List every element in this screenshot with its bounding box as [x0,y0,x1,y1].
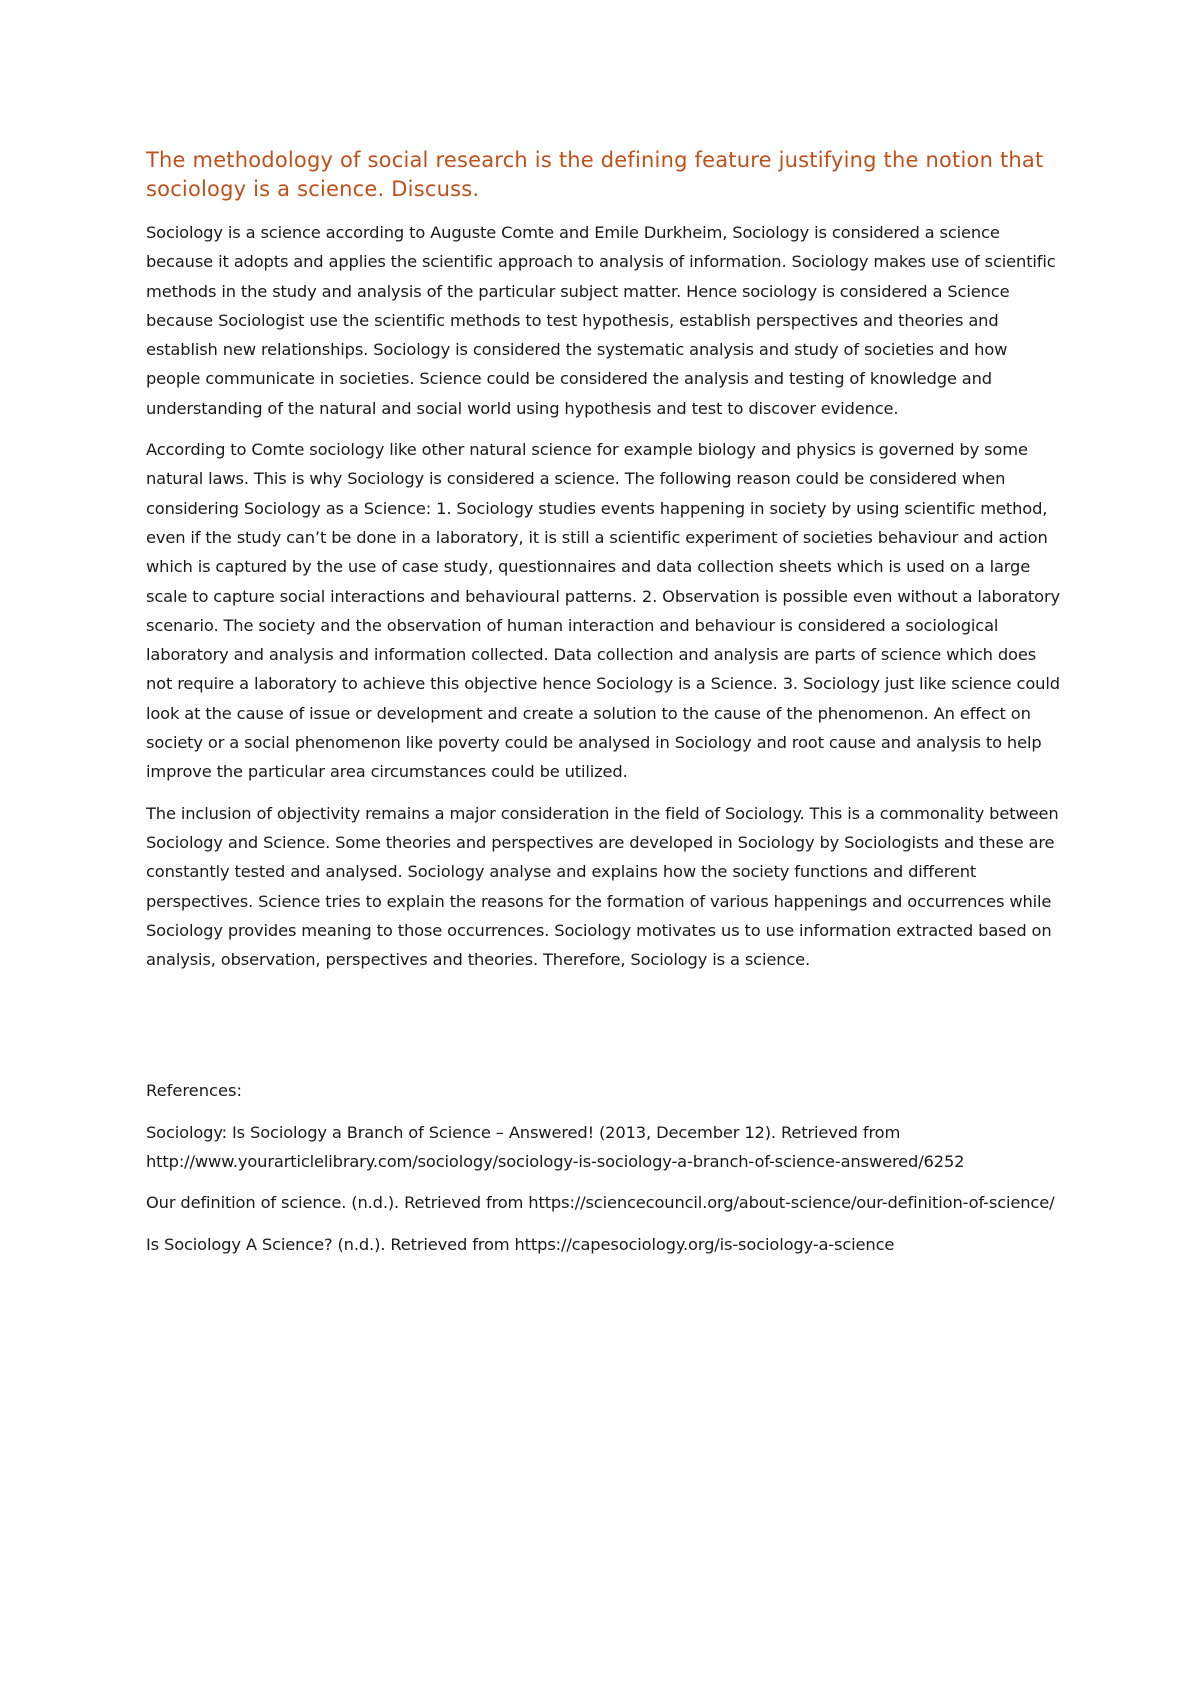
references-heading: References: [146,1081,242,1101]
section-spacer [146,986,1066,1076]
document-body [146,146,1066,1271]
body-paragraph-2: According to Comte sociology like other natural science for example biology and physics is governed by some natural laws. This is why Sociology is considered a science. The following reason could be considered when considering Sociology as a Science: 1. Sociology studies events happening in society by using scientific method, even if the study can’t be done in a laboratory, it is still a scientific experiment of societies behaviour and action which is captured by the use of case study, questionnaires and data collection sheets which is used on a large scale to capture social interactions and behavioural patterns. 2. Observation is possible even without a laboratory scenario. The society and the observation of human interaction and behaviour is considered a sociological laboratory and analysis and information collected. Data collection and analysis are parts of science which does not require a laboratory to achieve this objective hence Sociology is a Science. 3. Sociology just like science could look at the cause of issue or development and create a solution to the cause of the phenomenon. An effect on society or a social phenomenon like poverty could be analysed in Sociology and root cause and analysis to help improve the particular area circumstances could be utilized. [146,440,1060,782]
reference-3: Is Sociology A Science? (n.d.). Retrieved from https://capesociology.org/is-sociology-a-science [146,1234,895,1254]
body-paragraph-3: The inclusion of objectivity remains a major consideration in the field of Sociology. This is a commonality between Sociology and Science. Some theories and perspectives are developed in Sociology by Sociologists and these are constantly tested and analysed. Sociology analyse and explains how the society functions and different perspectives. Science tries to explain the reasons for the formation of various happenings and occurrences while Sociology provides meaning to those occurrences. Sociology motivates us to use information extracted based on analysis, observation, perspectives and theories. Therefore, Sociology is a science. [146,803,1059,970]
reference-2: Our definition of science. (n.d.). Retrieved from https://sciencecouncil.org/about-science/our-definition-of-science/ [146,1193,1055,1213]
body-paragraph-1: Sociology is a science according to Auguste Comte and Emile Durkheim, Sociology is considered a science because it adopts and applies the scientific approach to analysis of information. Sociology makes use of scientific methods in the study and analysis of the particular subject matter. Hence sociology is considered a Science because Sociologist use the scientific methods to test hypothesis, establish perspectives and theories and establish new relationships. Sociology is considered the systematic analysis and study of societies and how people communicate in societies. Science could be considered the analysis and testing of knowledge and understanding of the natural and social world using hypothesis and test to discover evidence. [146,223,1056,418]
reference-1: Sociology: Is Sociology a Branch of Science – Answered! (2013, December 12). Retrieved from http://www.yourarticlelibrary.com/sociology/sociology-is-sociology-a-branch-of-science-answered/6252 [146,1122,965,1172]
document-title: The methodology of social research is the defining feature justifying the notion that sociology is a science. Discuss. [146,148,1044,201]
